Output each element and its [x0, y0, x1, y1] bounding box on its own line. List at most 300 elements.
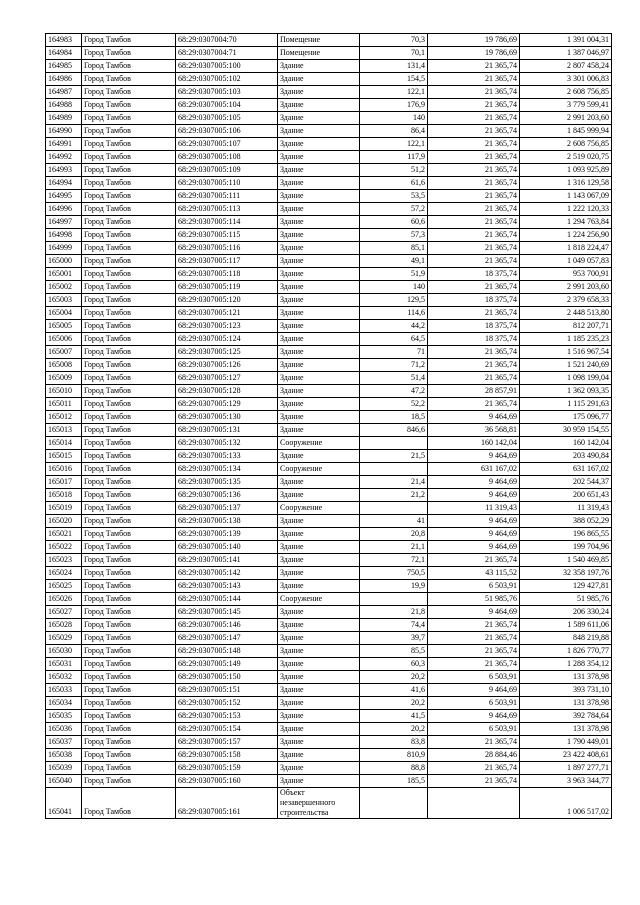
row-number-cell: 165007 [46, 346, 82, 359]
cadastral-value-cell: 203 490,84 [520, 450, 612, 463]
locality-cell: Город Тамбов [82, 73, 176, 86]
object-type-cell: Здание [278, 489, 360, 502]
specific-value-cell: 21 365,74 [428, 736, 520, 749]
row-number-cell: 164996 [46, 203, 82, 216]
locality-cell: Город Тамбов [82, 164, 176, 177]
row-number-cell: 164991 [46, 138, 82, 151]
cadastral-number-cell: 68:29:0307005:160 [176, 775, 278, 788]
cadastral-value-cell: 1 540 469,85 [520, 554, 612, 567]
table-row [46, 255, 612, 268]
specific-value-cell: 19 786,69 [428, 34, 520, 47]
table-row [46, 515, 612, 528]
specific-value-cell: 21 365,74 [428, 554, 520, 567]
object-type-cell: Здание [278, 320, 360, 333]
row-number-cell: 165004 [46, 307, 82, 320]
cadastral-value-cell: 23 422 408,61 [520, 749, 612, 762]
specific-value-cell: 21 365,74 [428, 125, 520, 138]
area-cell: 88,8 [360, 762, 428, 775]
cadastral-value-cell: 1 294 763,84 [520, 216, 612, 229]
specific-value-cell: 21 365,74 [428, 190, 520, 203]
cadastral-number-cell: 68:29:0307005:135 [176, 476, 278, 489]
cadastral-value-cell: 388 052,29 [520, 515, 612, 528]
specific-value-cell: 21 365,74 [428, 632, 520, 645]
row-number-cell: 164999 [46, 242, 82, 255]
locality-cell: Город Тамбов [82, 190, 176, 203]
table-row [46, 489, 612, 502]
specific-value-cell: 6 503,91 [428, 671, 520, 684]
row-number-cell: 165029 [46, 632, 82, 645]
specific-value-cell: 21 365,74 [428, 398, 520, 411]
cadastral-value-cell: 1 362 093,35 [520, 385, 612, 398]
area-cell: 64,5 [360, 333, 428, 346]
area-cell: 49,1 [360, 255, 428, 268]
locality-cell: Город Тамбов [82, 346, 176, 359]
table-row [46, 567, 612, 580]
row-number-cell: 165001 [46, 268, 82, 281]
cadastral-value-cell: 131 378,98 [520, 723, 612, 736]
area-cell: 20,2 [360, 671, 428, 684]
cadastral-value-cell: 392 784,64 [520, 710, 612, 723]
table-row [46, 346, 612, 359]
object-type-cell: Здание [278, 216, 360, 229]
object-type-cell: Здание [278, 515, 360, 528]
locality-cell: Город Тамбов [82, 281, 176, 294]
area-cell: 810,9 [360, 749, 428, 762]
row-number-cell: 164990 [46, 125, 82, 138]
cadastral-number-cell: 68:29:0307005:105 [176, 112, 278, 125]
cadastral-number-cell: 68:29:0307005:107 [176, 138, 278, 151]
row-number-cell: 165036 [46, 723, 82, 736]
table-row [46, 229, 612, 242]
table-row [46, 86, 612, 99]
row-number-cell: 165041 [46, 788, 82, 819]
row-number-cell: 165015 [46, 450, 82, 463]
table-row [46, 671, 612, 684]
specific-value-cell: 9 464,69 [428, 541, 520, 554]
specific-value-cell: 9 464,69 [428, 450, 520, 463]
cadastral-number-cell: 68:29:0307005:133 [176, 450, 278, 463]
locality-cell: Город Тамбов [82, 112, 176, 125]
cadastral-number-cell: 68:29:0307005:145 [176, 606, 278, 619]
area-cell: 53,5 [360, 190, 428, 203]
object-type-cell: Здание [278, 398, 360, 411]
specific-value-cell: 28 857,91 [428, 385, 520, 398]
table-row [46, 125, 612, 138]
cadastral-number-cell: 68:29:0307005:158 [176, 749, 278, 762]
object-type-cell: Здание [278, 190, 360, 203]
specific-value-cell: 21 365,74 [428, 307, 520, 320]
cadastral-value-cell: 1 391 004,31 [520, 34, 612, 47]
locality-cell: Город Тамбов [82, 775, 176, 788]
table-row [46, 476, 612, 489]
specific-value-cell: 21 365,74 [428, 255, 520, 268]
area-cell: 71 [360, 346, 428, 359]
cadastral-number-cell: 68:29:0307005:143 [176, 580, 278, 593]
area-cell: 20,8 [360, 528, 428, 541]
cadastral-number-cell: 68:29:0307005:150 [176, 671, 278, 684]
row-number-cell: 165037 [46, 736, 82, 749]
object-type-cell: Здание [278, 528, 360, 541]
table-row [46, 411, 612, 424]
specific-value-cell: 21 365,74 [428, 242, 520, 255]
table-row [46, 177, 612, 190]
table-row [46, 60, 612, 73]
specific-value-cell: 18 375,74 [428, 294, 520, 307]
area-cell [360, 788, 428, 819]
row-number-cell: 165022 [46, 541, 82, 554]
locality-cell: Город Тамбов [82, 541, 176, 554]
locality-cell: Город Тамбов [82, 385, 176, 398]
table-row [46, 398, 612, 411]
row-number-cell: 164998 [46, 229, 82, 242]
table-row [46, 723, 612, 736]
specific-value-cell: 21 365,74 [428, 359, 520, 372]
row-number-cell: 164992 [46, 151, 82, 164]
table-row [46, 34, 612, 47]
specific-value-cell: 43 115,52 [428, 567, 520, 580]
table-row [46, 359, 612, 372]
cadastral-number-cell: 68:29:0307005:149 [176, 658, 278, 671]
table-row [46, 606, 612, 619]
object-type-cell: Сооружение [278, 437, 360, 450]
cadastral-value-cell: 1 143 067,09 [520, 190, 612, 203]
specific-value-cell: 19 786,69 [428, 47, 520, 60]
cadastral-number-cell: 68:29:0307005:140 [176, 541, 278, 554]
row-number-cell: 165010 [46, 385, 82, 398]
object-type-cell: Здание [278, 658, 360, 671]
area-cell: 41,5 [360, 710, 428, 723]
table-row [46, 151, 612, 164]
row-number-cell: 165028 [46, 619, 82, 632]
area-cell: 750,5 [360, 567, 428, 580]
area-cell: 74,4 [360, 619, 428, 632]
cadastral-value-cell: 1 790 449,01 [520, 736, 612, 749]
cadastral-value-cell: 2 991 203,60 [520, 281, 612, 294]
table-row [46, 645, 612, 658]
object-type-cell: Здание [278, 73, 360, 86]
cadastral-value-cell: 1 093 925,89 [520, 164, 612, 177]
specific-value-cell: 21 365,74 [428, 177, 520, 190]
specific-value-cell: 9 464,69 [428, 489, 520, 502]
object-type-cell: Здание [278, 268, 360, 281]
object-type-cell: Здание [278, 541, 360, 554]
table-row [46, 463, 612, 476]
specific-value-cell: 6 503,91 [428, 580, 520, 593]
area-cell: 85,5 [360, 645, 428, 658]
specific-value-cell: 21 365,74 [428, 372, 520, 385]
cadastral-value-cell: 1 098 199,04 [520, 372, 612, 385]
specific-value-cell: 160 142,04 [428, 437, 520, 450]
cadastral-number-cell: 68:29:0307005:130 [176, 411, 278, 424]
specific-value-cell: 9 464,69 [428, 528, 520, 541]
object-type-cell: Здание [278, 372, 360, 385]
row-number-cell: 165039 [46, 762, 82, 775]
area-cell: 41,6 [360, 684, 428, 697]
area-cell [360, 437, 428, 450]
locality-cell: Город Тамбов [82, 268, 176, 281]
specific-value-cell: 9 464,69 [428, 476, 520, 489]
specific-value-cell: 21 365,74 [428, 112, 520, 125]
row-number-cell: 165031 [46, 658, 82, 671]
locality-cell: Город Тамбов [82, 437, 176, 450]
cadastral-number-cell: 68:29:0307005:154 [176, 723, 278, 736]
cadastral-number-cell: 68:29:0307005:147 [176, 632, 278, 645]
locality-cell: Город Тамбов [82, 47, 176, 60]
object-type-cell: Здание [278, 567, 360, 580]
specific-value-cell: 21 365,74 [428, 619, 520, 632]
area-cell: 140 [360, 281, 428, 294]
locality-cell: Город Тамбов [82, 333, 176, 346]
area-cell: 18,5 [360, 411, 428, 424]
locality-cell: Город Тамбов [82, 528, 176, 541]
row-number-cell: 165017 [46, 476, 82, 489]
object-type-cell: Здание [278, 385, 360, 398]
cadastral-value-cell: 131 378,98 [520, 671, 612, 684]
cadastral-number-cell: 68:29:0307005:151 [176, 684, 278, 697]
area-cell: 19,9 [360, 580, 428, 593]
cadastral-value-cell: 1 049 057,83 [520, 255, 612, 268]
object-type-cell: Здание [278, 307, 360, 320]
cadastral-number-cell: 68:29:0307005:124 [176, 333, 278, 346]
locality-cell: Город Тамбов [82, 606, 176, 619]
locality-cell: Город Тамбов [82, 567, 176, 580]
specific-value-cell: 6 503,91 [428, 697, 520, 710]
table-row [46, 138, 612, 151]
locality-cell: Город Тамбов [82, 723, 176, 736]
cadastral-value-cell: 3 779 599,41 [520, 99, 612, 112]
area-cell: 71,2 [360, 359, 428, 372]
cadastral-number-cell: 68:29:0307005:115 [176, 229, 278, 242]
cadastral-number-cell: 68:29:0307005:103 [176, 86, 278, 99]
specific-value-cell: 21 365,74 [428, 138, 520, 151]
locality-cell: Город Тамбов [82, 125, 176, 138]
table-row [46, 749, 612, 762]
specific-value-cell: 9 464,69 [428, 606, 520, 619]
cadastral-number-cell: 68:29:0307005:137 [176, 502, 278, 515]
object-type-cell: Здание [278, 762, 360, 775]
specific-value-cell: 11 319,43 [428, 502, 520, 515]
table-row [46, 424, 612, 437]
row-number-cell: 165019 [46, 502, 82, 515]
table-row [46, 541, 612, 554]
cadastral-number-cell: 68:29:0307005:102 [176, 73, 278, 86]
locality-cell: Город Тамбов [82, 736, 176, 749]
row-number-cell: 165023 [46, 554, 82, 567]
cadastral-number-cell: 68:29:0307005:120 [176, 294, 278, 307]
specific-value-cell: 21 365,74 [428, 151, 520, 164]
table-row [46, 203, 612, 216]
specific-value-cell: 21 365,74 [428, 762, 520, 775]
locality-cell: Город Тамбов [82, 749, 176, 762]
area-cell: 86,4 [360, 125, 428, 138]
object-type-cell: Здание [278, 749, 360, 762]
cadastral-number-cell: 68:29:0307005:142 [176, 567, 278, 580]
row-number-cell: 165011 [46, 398, 82, 411]
cadastral-value-cell: 1 115 291,63 [520, 398, 612, 411]
area-cell: 44,2 [360, 320, 428, 333]
specific-value-cell: 21 365,74 [428, 281, 520, 294]
locality-cell: Город Тамбов [82, 658, 176, 671]
object-type-cell: Здание [278, 775, 360, 788]
cadastral-number-cell: 68:29:0307005:153 [176, 710, 278, 723]
table-row [46, 554, 612, 567]
object-type-cell: Здание [278, 619, 360, 632]
object-type-cell: Здание [278, 99, 360, 112]
locality-cell: Город Тамбов [82, 710, 176, 723]
object-type-cell: Объект незавершенного строительства [278, 788, 360, 819]
table-row [46, 697, 612, 710]
row-number-cell: 165033 [46, 684, 82, 697]
specific-value-cell: 9 464,69 [428, 684, 520, 697]
object-type-cell: Здание [278, 333, 360, 346]
locality-cell: Город Тамбов [82, 619, 176, 632]
locality-cell: Город Тамбов [82, 684, 176, 697]
area-cell: 122,1 [360, 138, 428, 151]
locality-cell: Город Тамбов [82, 515, 176, 528]
cadastral-value-cell: 131 378,98 [520, 697, 612, 710]
locality-cell: Город Тамбов [82, 476, 176, 489]
table-row [46, 788, 612, 819]
object-type-cell: Здание [278, 112, 360, 125]
locality-cell: Город Тамбов [82, 320, 176, 333]
row-number-cell: 165032 [46, 671, 82, 684]
row-number-cell: 165012 [46, 411, 82, 424]
cadastral-value-cell: 1 006 517,02 [520, 788, 612, 819]
area-cell: 846,6 [360, 424, 428, 437]
object-type-cell: Здание [278, 177, 360, 190]
area-cell: 185,5 [360, 775, 428, 788]
area-cell: 140 [360, 112, 428, 125]
cadastral-number-cell: 68:29:0307005:152 [176, 697, 278, 710]
table-row [46, 294, 612, 307]
area-cell: 60,3 [360, 658, 428, 671]
specific-value-cell: 28 884,46 [428, 749, 520, 762]
locality-cell: Город Тамбов [82, 671, 176, 684]
row-number-cell: 165040 [46, 775, 82, 788]
row-number-cell: 165016 [46, 463, 82, 476]
specific-value-cell: 21 365,74 [428, 658, 520, 671]
cadastral-number-cell: 68:29:0307004:71 [176, 47, 278, 60]
locality-cell: Город Тамбов [82, 788, 176, 819]
area-cell: 83,8 [360, 736, 428, 749]
specific-value-cell: 21 365,74 [428, 164, 520, 177]
area-cell: 61,6 [360, 177, 428, 190]
table-row [46, 437, 612, 450]
area-cell: 70,3 [360, 34, 428, 47]
object-type-cell: Здание [278, 450, 360, 463]
object-type-cell: Здание [278, 476, 360, 489]
cadastral-value-cell: 160 142,04 [520, 437, 612, 450]
locality-cell: Город Тамбов [82, 580, 176, 593]
row-number-cell: 164983 [46, 34, 82, 47]
cadastral-value-table [45, 33, 612, 819]
table-row [46, 307, 612, 320]
object-type-cell: Здание [278, 229, 360, 242]
area-cell: 131,4 [360, 60, 428, 73]
cadastral-value-cell: 2 608 756,85 [520, 138, 612, 151]
row-number-cell: 165018 [46, 489, 82, 502]
row-number-cell: 165035 [46, 710, 82, 723]
cadastral-value-cell: 196 865,55 [520, 528, 612, 541]
cadastral-value-cell: 1 316 129,58 [520, 177, 612, 190]
locality-cell: Город Тамбов [82, 34, 176, 47]
row-number-cell: 164984 [46, 47, 82, 60]
cadastral-number-cell: 68:29:0307005:114 [176, 216, 278, 229]
specific-value-cell: 631 167,02 [428, 463, 520, 476]
row-number-cell: 164993 [46, 164, 82, 177]
locality-cell: Город Тамбов [82, 554, 176, 567]
cadastral-value-cell: 2 807 458,24 [520, 60, 612, 73]
object-type-cell: Здание [278, 632, 360, 645]
specific-value-cell: 9 464,69 [428, 710, 520, 723]
object-type-cell: Здание [278, 554, 360, 567]
specific-value-cell: 21 365,74 [428, 203, 520, 216]
specific-value-cell: 21 365,74 [428, 99, 520, 112]
row-number-cell: 165030 [46, 645, 82, 658]
table-row [46, 775, 612, 788]
cadastral-number-cell: 68:29:0307005:111 [176, 190, 278, 203]
object-type-cell: Здание [278, 359, 360, 372]
locality-cell: Город Тамбов [82, 424, 176, 437]
area-cell [360, 502, 428, 515]
cadastral-number-cell: 68:29:0307005:141 [176, 554, 278, 567]
area-cell: 21,5 [360, 450, 428, 463]
object-type-cell: Здание [278, 86, 360, 99]
object-type-cell: Помещение [278, 34, 360, 47]
table-row [46, 528, 612, 541]
cadastral-value-cell: 953 700,91 [520, 268, 612, 281]
cadastral-number-cell: 68:29:0307005:127 [176, 372, 278, 385]
locality-cell: Город Тамбов [82, 294, 176, 307]
row-number-cell: 165038 [46, 749, 82, 762]
cadastral-number-cell: 68:29:0307005:161 [176, 788, 278, 819]
cadastral-number-cell: 68:29:0307005:125 [176, 346, 278, 359]
locality-cell: Город Тамбов [82, 60, 176, 73]
cadastral-number-cell: 68:29:0307005:118 [176, 268, 278, 281]
table-row [46, 333, 612, 346]
table-row [46, 450, 612, 463]
cadastral-value-cell: 812 207,71 [520, 320, 612, 333]
table-row [46, 242, 612, 255]
cadastral-number-cell: 68:29:0307005:129 [176, 398, 278, 411]
specific-value-cell: 21 365,74 [428, 73, 520, 86]
object-type-cell: Здание [278, 138, 360, 151]
cadastral-value-cell: 51 985,76 [520, 593, 612, 606]
object-type-cell: Здание [278, 294, 360, 307]
specific-value-cell: 21 365,74 [428, 86, 520, 99]
specific-value-cell: 6 503,91 [428, 723, 520, 736]
specific-value-cell: 21 365,74 [428, 775, 520, 788]
cadastral-number-cell: 68:29:0307005:117 [176, 255, 278, 268]
table-row [46, 112, 612, 125]
table-row [46, 580, 612, 593]
cadastral-number-cell: 68:29:0307005:159 [176, 762, 278, 775]
locality-cell: Город Тамбов [82, 216, 176, 229]
object-type-cell: Здание [278, 411, 360, 424]
table-row [46, 320, 612, 333]
locality-cell: Город Тамбов [82, 645, 176, 658]
locality-cell: Город Тамбов [82, 762, 176, 775]
area-cell: 20,2 [360, 723, 428, 736]
area-cell: 57,2 [360, 203, 428, 216]
row-number-cell: 165006 [46, 333, 82, 346]
locality-cell: Город Тамбов [82, 398, 176, 411]
row-number-cell: 165003 [46, 294, 82, 307]
row-number-cell: 165020 [46, 515, 82, 528]
table-row [46, 619, 612, 632]
locality-cell: Город Тамбов [82, 697, 176, 710]
cadastral-value-cell: 1 589 611,06 [520, 619, 612, 632]
